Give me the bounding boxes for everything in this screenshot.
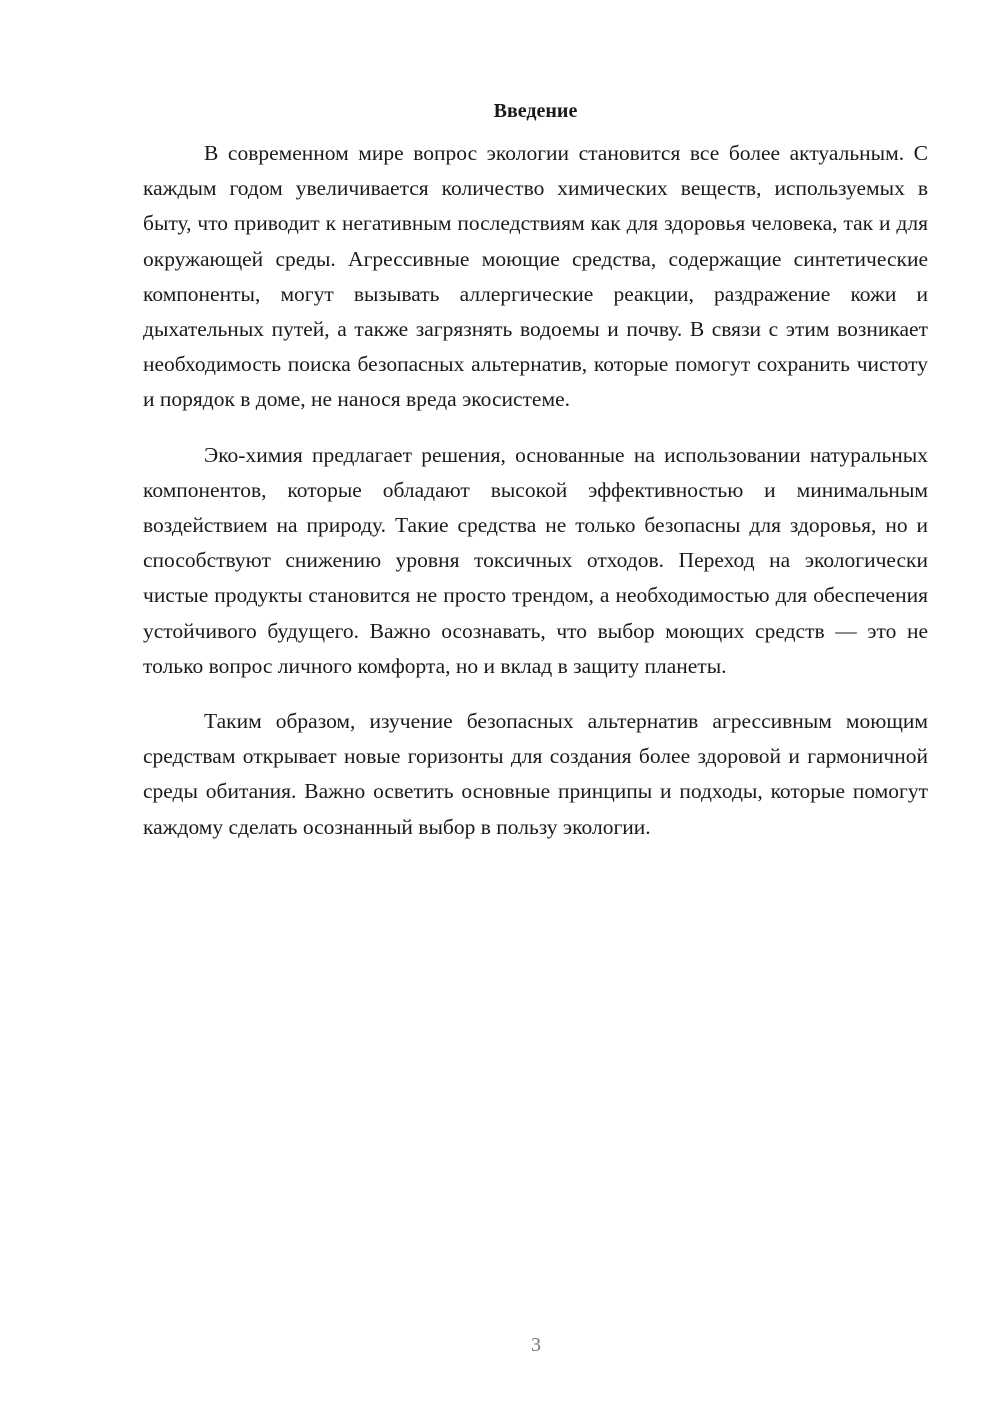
section-title: Введение: [493, 100, 578, 122]
paragraph: Эко-химия предлагает решения, основанные на использовании натуральных компонентов, которые обладают высокой эффективностью и минимальным воздействием на природу. Такие средства не только безопасны для здоровья, но и способствуют снижению уровня токсичных отходов. Переход на экологически чистые продукты становится не просто трендом, а необходимостью для обеспечения устойчивого будущего. Важно осознавать, что выбор моющих средств — это не только вопрос личного комфорта, но и вклад в защиту планеты.: [143, 442, 928, 678]
paragraph: Таким образом, изучение безопасных альтернатив агрессивным моющим средствам открывает новые горизонты для создания более здоровой и гармоничной среды обитания. Важно осветить основные принципы и подходы, которые помогут каждому сделать осознанный выбор в пользу экологии.: [143, 709, 928, 839]
document-body: [143, 96, 928, 845]
page-number: 3: [531, 1334, 541, 1356]
paragraph: В современном мире вопрос экологии становится все более актуальным. С каждым годом увеличивается количество химических веществ, используемых в быту, что приводит к негативным последствиям как для здоровья человека, так и для окружающей среды. Агрессивные моющие средства, содержащие синтетические компоненты, могут вызывать аллергические реакции, раздражение кожи и дыхательных путей, а также загрязнять водоемы и почву. В связи с этим возникает необходимость поиска безопасных альтернатив, которые помогут сохранить чистоту и порядок в доме, не нанося вреда экосистеме.: [143, 141, 928, 412]
